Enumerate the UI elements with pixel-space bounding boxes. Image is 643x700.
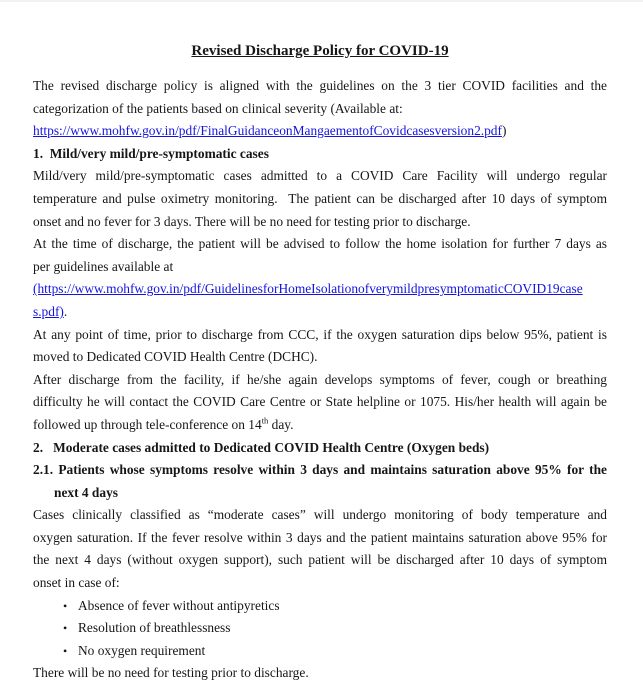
text-run: Mild/very mild/pre-symptomatic cases admitted to a COVID Care Facility will undergo regular — [33, 168, 607, 184]
paragraph-line — [33, 414, 607, 437]
hyperlink[interactable]: https://www.mohfw.gov.in/pdf/FinalGuidanceonMangaementofCovidcasesversion2.pdf — [33, 123, 502, 139]
hyperlink[interactable]: (https://www.mohfw.gov.in/pdf/GuidelinesforHomeIsolationofverymildpresymptomaticCOVID19case — [33, 281, 583, 297]
section-heading-line — [33, 143, 607, 166]
text-run: onset in case of: — [33, 575, 120, 591]
text-run: 2.1. Patients whose symptoms resolve within 3 days and maintains saturation above 95% for the — [33, 462, 607, 478]
document-title: Revised Discharge Policy for COVID-19 — [191, 43, 449, 59]
bullet-dot-icon: • — [63, 621, 68, 636]
paragraph-line — [33, 75, 607, 98]
paragraph-line — [33, 572, 607, 595]
text-run: Absence of fever without antipyretics — [78, 597, 280, 613]
paragraph-line — [33, 346, 607, 369]
paragraph-line — [33, 369, 607, 392]
paragraph-line — [33, 256, 607, 279]
document-page — [0, 2, 643, 685]
paragraph-line — [33, 662, 607, 685]
bullet-item — [33, 595, 607, 618]
section-heading-line — [33, 437, 607, 460]
text-run: per guidelines available at — [33, 258, 174, 274]
paragraph-line — [33, 98, 607, 121]
text-run: There will be no need for testing prior to discharge. — [33, 665, 309, 681]
paragraph-line — [33, 527, 607, 550]
text-run: At the time of discharge, the patient will be advised to follow the home isolation for further 7 days as — [33, 236, 607, 252]
paragraph-line — [33, 324, 607, 347]
text-run: onset and no fever for 3 days. There will be no need for testing prior to discharge. — [33, 213, 471, 229]
text-run: categorization of the patients based on clinical severity (Available at: — [33, 100, 403, 116]
text-run: No oxygen requirement — [78, 642, 206, 658]
text-run: The revised discharge policy is aligned with the guidelines on the 3 tier COVID facilities and the — [33, 78, 607, 93]
text-run: day. — [268, 416, 294, 432]
text-run: After discharge from the facility, if he/she again develops symptoms of fever, cough or breathing — [33, 371, 607, 387]
section-heading-line — [33, 482, 607, 505]
paragraph-line — [33, 165, 607, 188]
text-run: Cases clinically classified as “moderate cases” will undergo monitoring of body temperature and — [33, 507, 607, 523]
paragraph-line — [33, 301, 607, 324]
paragraph-line — [33, 120, 607, 143]
hyperlink[interactable]: s.pdf) — [33, 303, 64, 319]
bullet-dot-icon: • — [63, 598, 68, 613]
bullet-dot-icon: • — [63, 643, 68, 658]
paragraph-line — [33, 391, 607, 414]
text-run: next 4 days — [54, 484, 118, 500]
document-body — [33, 75, 643, 685]
text-run: 2. Moderate cases admitted to Dedicated COVID Health Centre (Oxygen beds) — [33, 439, 490, 455]
section-heading-line — [33, 459, 607, 482]
bullet-item — [33, 640, 607, 663]
text-run: oxygen saturation. If the fever resolve within 3 days and the patient maintains saturation above 95% for — [33, 529, 607, 545]
text-run: temperature and pulse oximetry monitoring. The patient can be discharged after 10 days of symptom — [33, 190, 607, 206]
paragraph-line — [33, 504, 607, 527]
bullet-item — [33, 617, 607, 640]
paragraph-line — [33, 549, 607, 572]
paragraph-line — [33, 188, 607, 211]
text-run: . — [63, 303, 68, 319]
paragraph-line — [33, 278, 607, 301]
text-run: followed up through tele-conference on 14 — [33, 416, 262, 432]
text-run: ) — [501, 123, 507, 139]
text-run: At any point of time, prior to discharge from CCC, if the oxygen saturation dips below 95%, patient is — [33, 326, 607, 342]
text-run: moved to Dedicated COVID Health Centre (DCHC). — [33, 349, 318, 365]
text-run: Resolution of breathlessness — [78, 620, 231, 636]
text-run: the next 4 days (without oxygen support), such patient will be discharged after 10 days of symptom — [33, 552, 607, 568]
superscript-text: th — [261, 415, 269, 426]
paragraph-line — [33, 233, 607, 256]
text-run: difficulty he will contact the COVID Care Centre or State helpline or 1075. His/her health will again be — [33, 394, 607, 410]
paragraph-line — [33, 211, 607, 234]
text-run: 1. Mild/very mild/pre-symptomatic cases — [33, 145, 269, 161]
